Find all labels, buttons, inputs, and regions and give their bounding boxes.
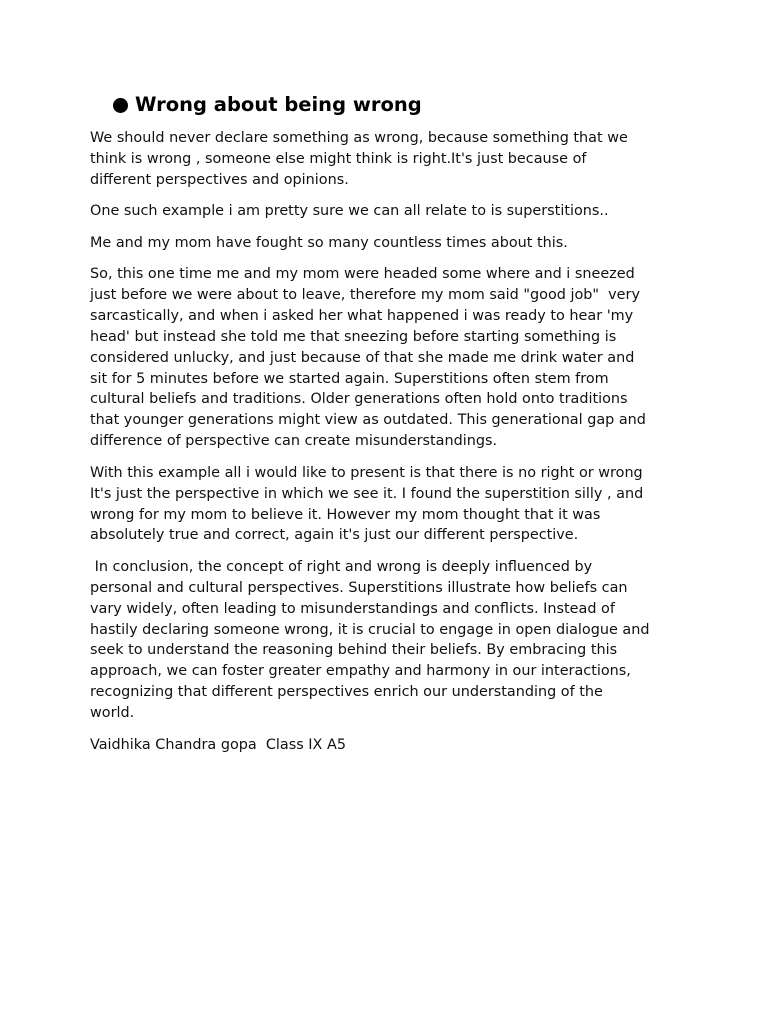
paragraph-intro: We should never declare something as wrong, because something that we think is wrong , someone else might think is right.It's just because of different perspectives and opinions.	[90, 130, 628, 188]
document-title: Wrong about being wrong	[135, 93, 422, 116]
paragraph-mom-fights: Me and my mom have fought so many countless times about this.	[90, 234, 568, 251]
paragraph-story: So, this one time me and my mom were headed some where and i sneezed just before we were about to leave, therefore my mom said "good job" very sarcastically, and when i asked her what happened i was ready to hear 'my head' but instead she told me that sneezing before starting something is considered unlucky, and just because of that she made me drink water and sit for 5 minutes before we started again. Superstitions often stem from cultural beliefs and traditions. Older generations often hold onto traditions that younger generations might view as outdated. This generational gap and difference of perspective can create misunderstandings.	[90, 266, 646, 450]
author-signature: Vaidhika Chandra gopa Class IX A5	[90, 736, 346, 753]
bullet-icon	[113, 98, 128, 113]
paragraph-conclusion: In conclusion, the concept of right and wrong is deeply influenced by personal and cultural perspectives. Superstitions illustrate how beliefs can vary widely, often leading to misunderstandings and conflicts. Instead of hastily declaring someone wrong, it is crucial to engage in open dialogue and seek to understand the reasoning behind their beliefs. By embracing this approach, we can foster greater empathy and harmony in our interactions, recognizing that different perspectives enrich our understanding of the world.	[90, 558, 650, 722]
paragraph-perspective: With this example all i would like to present is that there is no right or wrong It's just the perspective in which we see it. I found the superstition silly , and wrong for my mom to believe it. However my mom thought that it was absolutely true and correct, again it's just our different perspective.	[90, 464, 644, 544]
title-row	[113, 92, 690, 118]
paragraph-example: One such example i am pretty sure we can all relate to is superstitions..	[90, 203, 609, 220]
document-page	[90, 92, 690, 766]
